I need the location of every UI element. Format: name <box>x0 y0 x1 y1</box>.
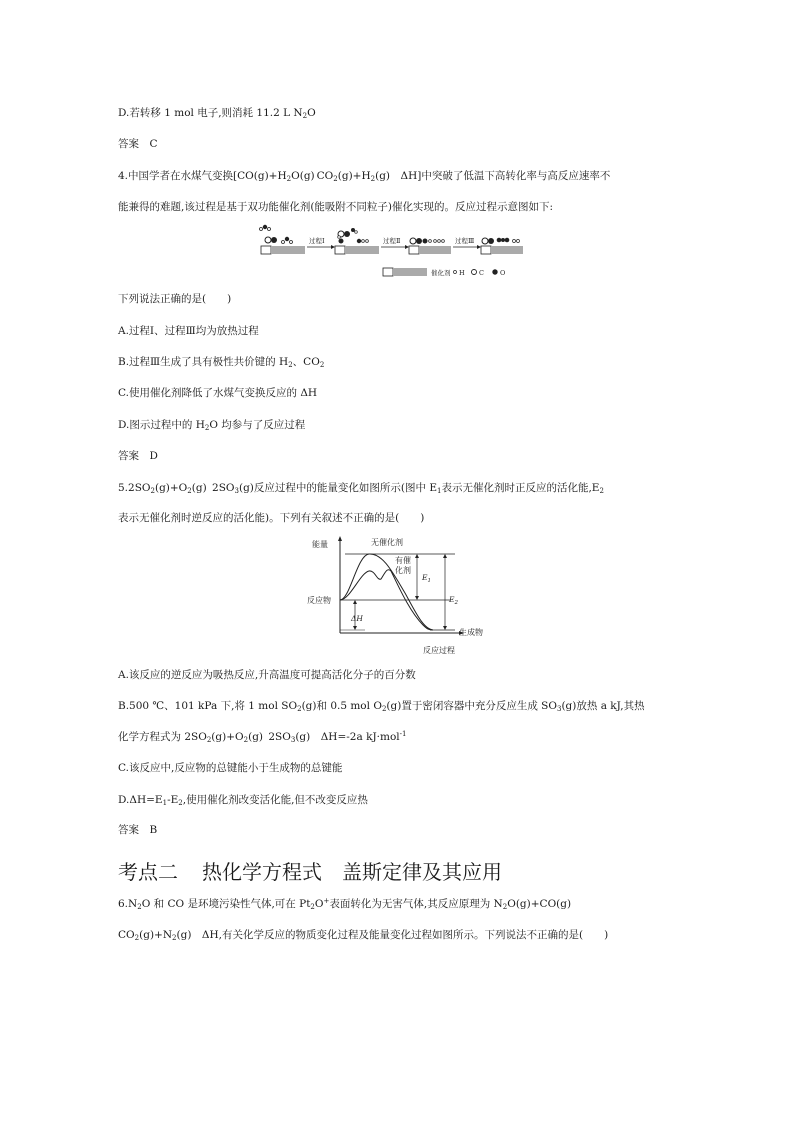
q4-answer: 答案 D <box>118 450 158 462</box>
y-axis-label: 能量 <box>312 540 328 549</box>
diagram-legend <box>383 268 505 277</box>
q5-answer: 答案 B <box>118 824 158 836</box>
q6-stem-line2: $CO_2(g)+N_2(g)$ ΔH,有关化学反应的物质变化过程及能量变化过程如图所示。下列说法不正确的是( ) <box>118 929 609 942</box>
q5-option-a: A.该反应的逆反应为吸热反应,升高温度可提高活化分子的百分数 <box>118 669 416 681</box>
legend-h-label: H <box>459 269 465 277</box>
legend-c-label: C <box>479 269 484 277</box>
stage-2-molecules <box>410 238 444 244</box>
no-catalyst-label: 无催化剂 <box>371 538 403 547</box>
stage-1-molecules <box>338 228 369 244</box>
e2-label: $E_2$ <box>449 595 458 606</box>
step-2-label: 过程Ⅱ <box>383 237 401 245</box>
q3-answer: 答案 C <box>118 138 158 150</box>
legend-o-label: O <box>500 269 506 277</box>
arrow-icon <box>405 245 409 249</box>
x-axis-label: 反应过程 <box>423 646 455 655</box>
catalyst-surface-1 <box>261 246 271 254</box>
q4-option-d: D.图示过程中的 $H_2O$ 均参与了反应过程 <box>118 419 306 432</box>
q4-option-a: A.过程Ⅰ、过程Ⅲ均为放热过程 <box>118 325 259 337</box>
stage-0-molecules <box>260 225 293 244</box>
e1-label: $E_1$ <box>422 573 431 584</box>
stage-3-molecules <box>482 238 520 244</box>
q3-option-d: D.若转移 1 mol 电子,则消耗 11.2 L $N_2O$ <box>118 107 316 120</box>
q5-option-b-line1: B.500 ℃、101 kPa 下,将 1 mol $SO_2(g)$和 0.5 mol $O_2(g)$置于密闭容器中充分反应生成 $SO_3(g)$放热 a kJ,其热 <box>118 700 645 713</box>
q5-stem-line2: 表示无催化剂时逆反应的活化能)。下列有关叙述不正确的是( ) <box>118 512 425 524</box>
y-axis-arrow-icon <box>338 536 342 541</box>
delta-h-label: ΔH <box>351 614 363 623</box>
q4-option-b: B.过程Ⅲ生成了具有极性共价键的 $H_2$、$CO_2$ <box>118 356 325 369</box>
q5-option-b-line2: 化学方程式为 $2SO_2(g)+O_2(g)$ $2SO_3(g)$ ΔH=-2a kJ·mol$^{-1}$ <box>118 730 407 744</box>
q6-stem-line1: $6.N_2O$ 和 CO 是环境污染性气体,可在 $Pt_2O^+$表面转化为无害气体,其反应原理为 $N_2O(g)+CO(g)$ <box>118 897 572 911</box>
q5-option-d: $D.\Delta H=E_1-E_2$,使用催化剂改变活化能,但不改变反应热 <box>118 794 368 807</box>
q5-option-c: C.该反应中,反应物的总键能小于生成物的总键能 <box>118 762 343 774</box>
product-label: 生成物 <box>459 628 483 637</box>
catalyst-label-2: 化剂 <box>395 566 411 575</box>
arrow-icon <box>331 245 335 249</box>
q4-option-c: C.使用催化剂降低了水煤气变换反应的 ΔH <box>118 387 318 399</box>
q5-energy-diagram <box>305 533 495 657</box>
q4-stem-line1: 4.中国学者在水煤气变换[$CO(g)+H_2O(g)$ $CO_2(g)+H_2(g)$ ΔH]中突破了低温下高转化率与高反应速率不 <box>118 170 611 183</box>
q4-question: 下列说法正确的是( ) <box>118 293 232 305</box>
q4-stem-line2: 能兼得的难题,该过程是基于双功能催化剂(能吸附不同粒子)催化实现的。反应过程示意图如下: <box>118 201 554 213</box>
q4-reaction-diagram <box>255 220 535 282</box>
arrow-icon <box>477 245 481 249</box>
step-3-label: 过程Ⅲ <box>455 237 475 245</box>
catalyst-label-1: 有催 <box>395 556 411 565</box>
step-1-label: 过程Ⅰ <box>309 237 325 245</box>
q5-stem-line1: $5.2SO_2(g)+O_2(g)$ $2SO_3(g)$反应过程中的能量变化如图所示(图中 $E_1$表示无催化剂时正反应的活化能$,E_2$ <box>118 482 604 495</box>
reactant-label: 反应物 <box>307 596 331 605</box>
section-heading: 考点二 热化学方程式 盖斯定律及其应用 <box>118 860 502 884</box>
legend-catalyst-label: 催化剂 <box>431 269 451 277</box>
